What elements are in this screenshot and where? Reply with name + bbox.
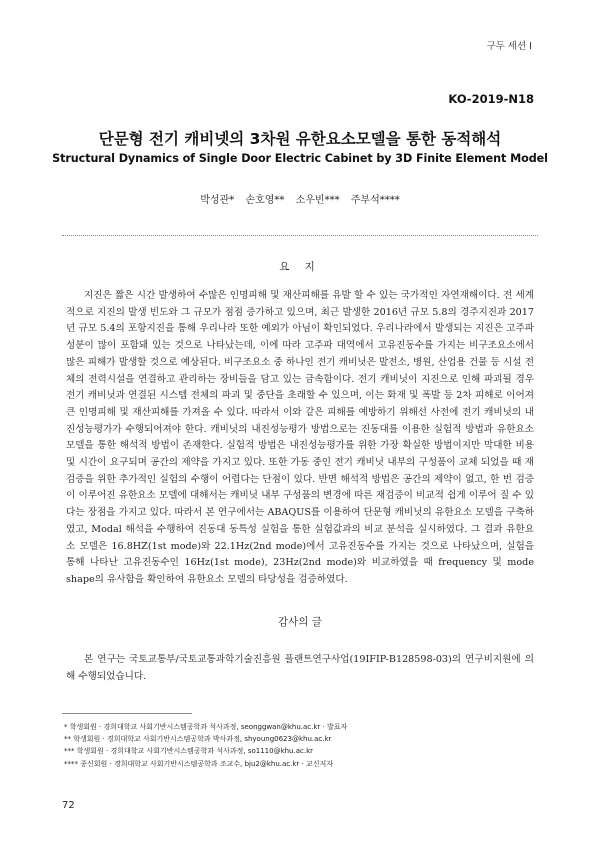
acknowledgement-heading: 감사의 글 [278, 616, 322, 628]
author-list [0, 191, 600, 206]
abstract-heading: 요 지 [279, 261, 321, 273]
footnote: **** 종신회원 · 경희대학교 사회기반시스템공학과 조교수, bju2@khu.ac.kr · 교신저자 [64, 759, 334, 768]
author: 박성관* [200, 195, 235, 206]
abstract-body: 지진은 짧은 시간 발생하여 수많은 인명피해 및 재산피해를 유발 할 수 있는 국가적인 자연재해이다. 전 세계적으로 지진의 발생 빈도와 그 규모가 점점 증가하고 있으며, 최근 발생한 2016년 규모 5.8의 경주지진과 2017년 규모 5.4의 포항지진을 통해 우리나라 또한 예외가 아님이 확인되었다. 우리나라에서 발생되는 지진은 고주파 성분이 많이 포함돼 있는 것으로 나타났는데, 이에 따라 고주파 대역에서 고유진동수를 가지는 비구조요소에서 많은 피해가 발생할 것으로 예상된다. 비구조요소 중 하나인 전기 캐비닛은 발전소, 병원, 산업용 건물 등 시설 전체의 전력시설을 연결하고 관리하는 장비들을 담고 있는 금속함이다. 전기 캐비닛이 지진으로 인해 파괴될 경우 전기 캐비닛과 연결된 시스템 전체의 파괴 및 중단을 초래할 수 있으며, 이는 화재 및 폭발 등 2차 피해로 이어져 큰 인명피해 및 재산피해를 가져올 수 있다. 따라서 이와 같은 피해를 예방하기 위해선 사전에 전기 캐비닛의 내진성능평가가 수행되어져야 한다. 캐비닛의 내진성능평가 방법으로는 진동대를 이용한 실험적 방법과 유한요소 모델을 통한 해석적 방법이 존재한다. 실험적 방법은 내진성능평가를 위한 가장 확실한 방법이지만 막대한 비용 및 시간이 요구되며 공간의 제약을 가지고 있다. 또한 가동 중인 전기 캐비닛 내부의 구성품이 교체 되었을 때 재검증을 위한 추가적인 실험의 수행이 어렵다는 단점이 있다. 반면 해석적 방법은 공간의 제약이 없고, 한 번 검증이 이루어진 유한요소 모델에 대해서는 캐비닛 내부 구성품의 변경에 따른 재검증이 비교적 쉽게 이루어 질 수 있다는 장점을 가지고 있다. 따라서 본 연구에서는 ABAQUS를 이용하여 단문형 캐비닛의 유한요소 모델을 구축하였고, Modal 해석을 수행하여 진동대 동특성 실험을 통한 실험값과의 비교 분석을 실시하였다. 그 결과 유한요소 모델은 16.8HZ(1st mode)와 22.1Hz(2nd mode)에서 고유진동수를 가지는 것으로 나타났으며, 실험을 통해 나타난 고유진동수인 16Hz(1st mode), 23Hz(2nd mode)와 비교하였을 때 frequency 및 mode shape의 유사함을 확인하여 유한요소 모델의 타당성을 검증하였다. [66, 290, 534, 585]
author: 주부석**** [350, 195, 400, 206]
footnote: * 학생회원 · 경희대학교 사회기반시스템공학과 석사과정, seonggwan@khu.ac.kr · 발표자 [64, 723, 348, 731]
paper-code: KO-2019-N18 [448, 92, 534, 106]
acknowledgement-body: 본 연구는 국토교통부/국토교통과학기술진흥원 플랜트연구사업(19IFIP-B128598-03)의 연구비지원에 의해 수행되었습니다. [66, 654, 534, 682]
footnote: ** 학생회원 · 경희대학교 사회기반시스템공학과 박사과정, shyoung0623@khu.ac.kr [64, 735, 332, 744]
footnote-rule [62, 713, 192, 714]
author: 소우빈*** [295, 195, 340, 206]
title-korean: 단문형 전기 캐비넷의 3차원 유한요소모델을 통한 동적해석 [98, 130, 502, 148]
session-label: 구두 세션 Ⅰ [486, 41, 532, 52]
title-english: Structural Dynamics of Single Door Electric Cabinet by 3D Finite Element Model [52, 152, 548, 165]
footnote: *** 학생회원 · 경희대학교 사회기반시스템공학과 석사과정, so1110@khu.ac.kr [64, 747, 314, 756]
footnotes [64, 721, 544, 770]
page-number: 72 [62, 800, 75, 811]
author: 손호영** [245, 195, 285, 206]
section-divider [62, 235, 538, 236]
